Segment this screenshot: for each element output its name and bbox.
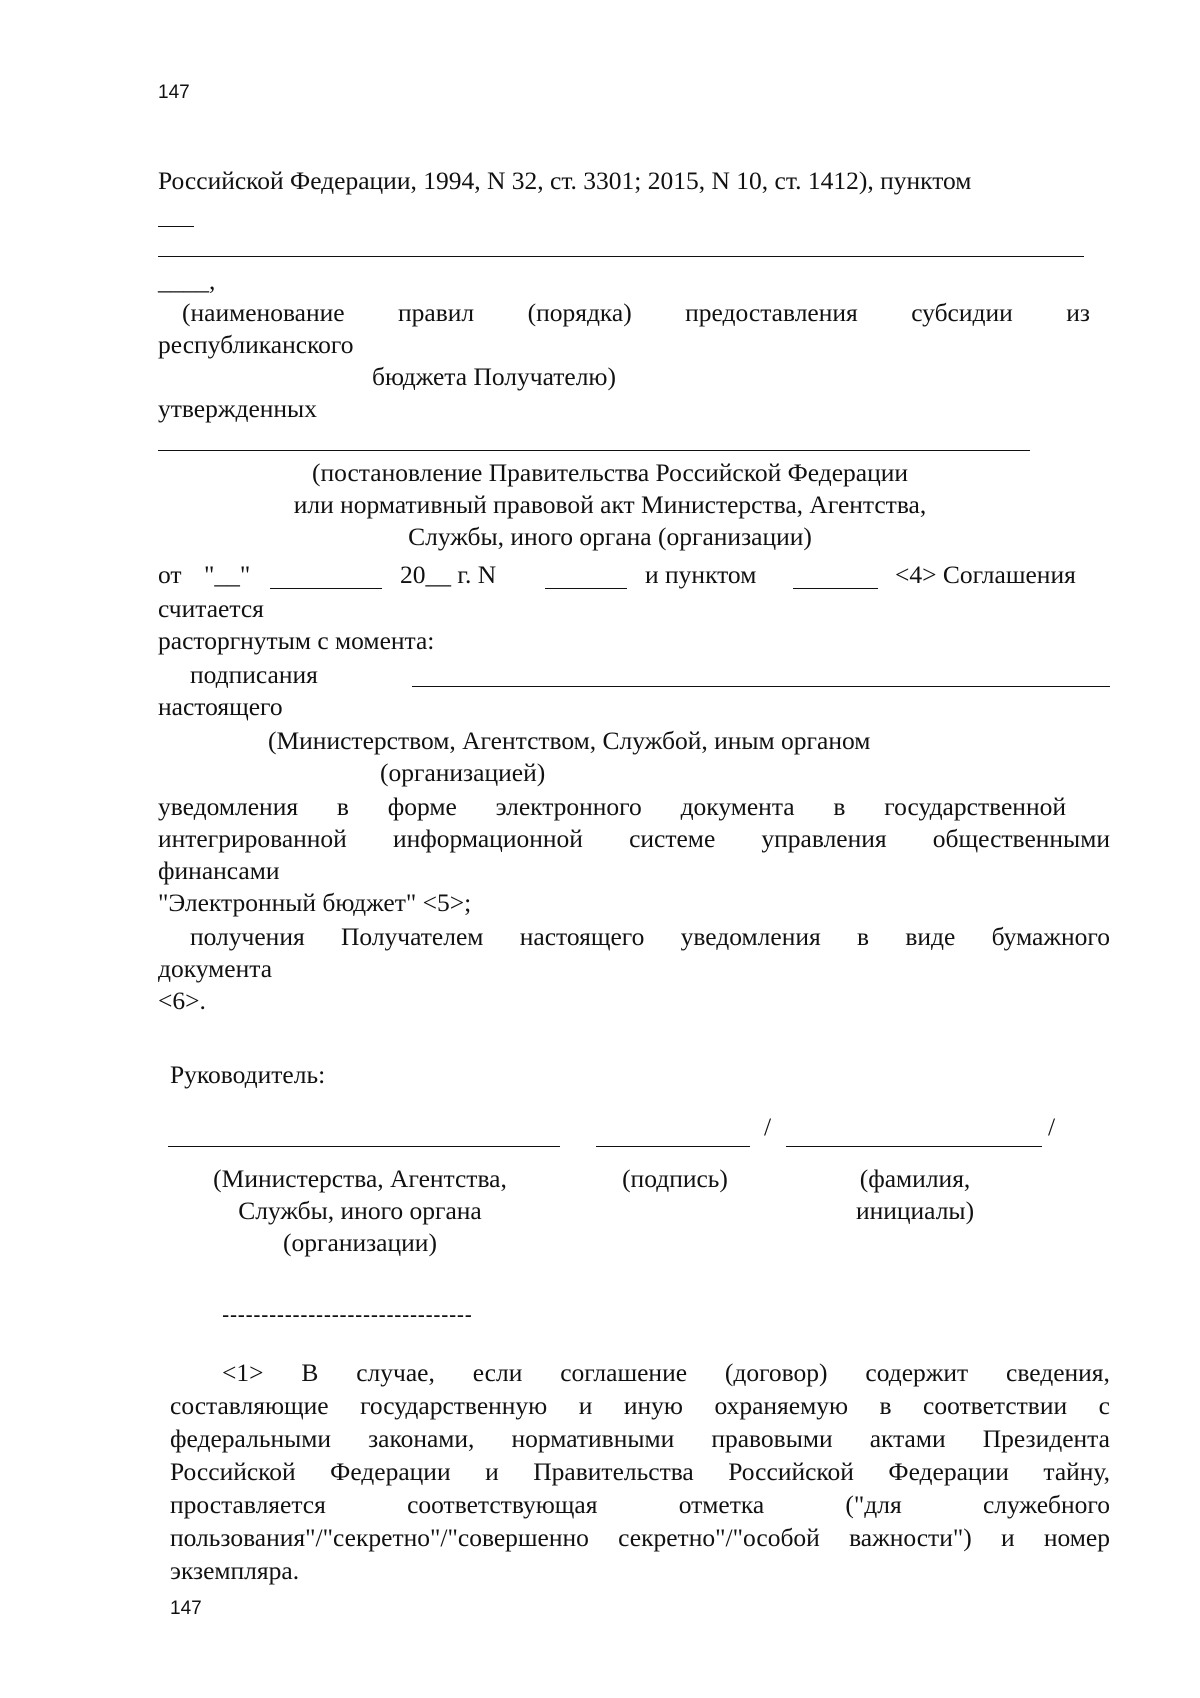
blank-point-number [793, 588, 878, 589]
blank-line-rules-name [158, 256, 1084, 257]
footnote-line-2: составляющие государственную и иную охраняемую в соответствии с [170, 1391, 1110, 1420]
terminated-label: расторгнутым с момента: [158, 626, 435, 655]
page-number-top: 147 [158, 82, 190, 103]
footnote-last: экземпляра. [170, 1556, 300, 1585]
date-and-point: и пунктом [645, 560, 757, 589]
footnote-line-4: Российской Федерации и Правительства Российской Федерации тайну, [170, 1457, 1110, 1486]
sig-caption-org-2: Службы, иного органа [238, 1196, 482, 1225]
footnote-line-3: федеральными законами, нормативными правовыми актами Президента [170, 1424, 1110, 1453]
signing-label: подписания [190, 660, 318, 689]
e-budget-label: "Электронный бюджет" <5>; [158, 888, 472, 917]
blank-date-month [270, 588, 382, 589]
date-ref: <4> Соглашения [895, 560, 1076, 589]
footnote-line-1: <1> В случае, если соглашение (договор) содержит сведения, [222, 1358, 1110, 1387]
date-quote: "__" [204, 560, 251, 589]
sig-caption-org-1: (Министерства, Агентства, [213, 1164, 507, 1193]
rules-caption-3: бюджета Получателю) [372, 362, 616, 391]
act-caption-1: (постановление Правительства Российской Федерации [311, 458, 909, 487]
head-label: Руководитель: [170, 1060, 326, 1089]
rules-caption-2: республиканского [158, 330, 354, 359]
date-from: от [158, 560, 182, 589]
act-caption-3: Службы, иного органа (организации) [408, 522, 812, 551]
blank-comma: ____, [158, 266, 216, 295]
sig-caption-name-1: (фамилия, [859, 1164, 971, 1193]
date-year: 20__ г. N [400, 560, 497, 589]
sig-line-signature [596, 1146, 750, 1147]
blank-line-act [158, 450, 1030, 451]
sig-line-org [168, 1146, 560, 1147]
approved-label: утвержденных [158, 394, 317, 423]
ref-6: <6>. [158, 986, 206, 1015]
notice-line-1: уведомления в форме электронного документа в государственной [158, 792, 1066, 821]
considered-label: считается [158, 594, 264, 623]
page-number-bottom: 147 [170, 1598, 202, 1619]
footnote-line-6: пользования"/"секретно"/"совершенно секретно"/"особой важности") и номер [170, 1523, 1110, 1552]
ministry-caption-1: (Министерством, Агентством, Службой, иным органом [268, 726, 871, 755]
sig-caption-signature: (подпись) [622, 1164, 728, 1193]
notice-line-2: интегрированной информационной системе управления общественными [158, 824, 1110, 853]
sig-line-name [786, 1146, 1042, 1147]
this-label: настоящего [158, 692, 283, 721]
rules-caption: (наименование правил (порядка) предоставления субсидии из [182, 298, 1090, 327]
sig-caption-name-2: инициалы) [855, 1196, 975, 1225]
act-caption-2: или нормативный правовой акт Министерства, Агентства, [293, 490, 927, 519]
text-line-1: Российской Федерации, 1994, N 32, ст. 3301; 2015, N 10, ст. 1412), пунктом [158, 166, 972, 195]
receipt-line: получения Получателем настоящего уведомления в виде бумажного [190, 922, 1110, 951]
finances-label: финансами [158, 856, 280, 885]
footnote-separator: -------------------------------- [222, 1302, 473, 1327]
footnote-line-5: проставляется соответствующая отметка ("для служебного [170, 1490, 1110, 1519]
slash-1: / [764, 1112, 772, 1141]
ministry-caption-2: (организацией) [380, 758, 546, 787]
blank-line-ministry [412, 686, 1110, 687]
blank-line-short [158, 226, 194, 227]
document-label: документа [158, 954, 273, 983]
blank-act-number [545, 588, 627, 589]
sig-caption-org-3: (организации) [283, 1228, 437, 1257]
slash-2: / [1048, 1112, 1056, 1141]
